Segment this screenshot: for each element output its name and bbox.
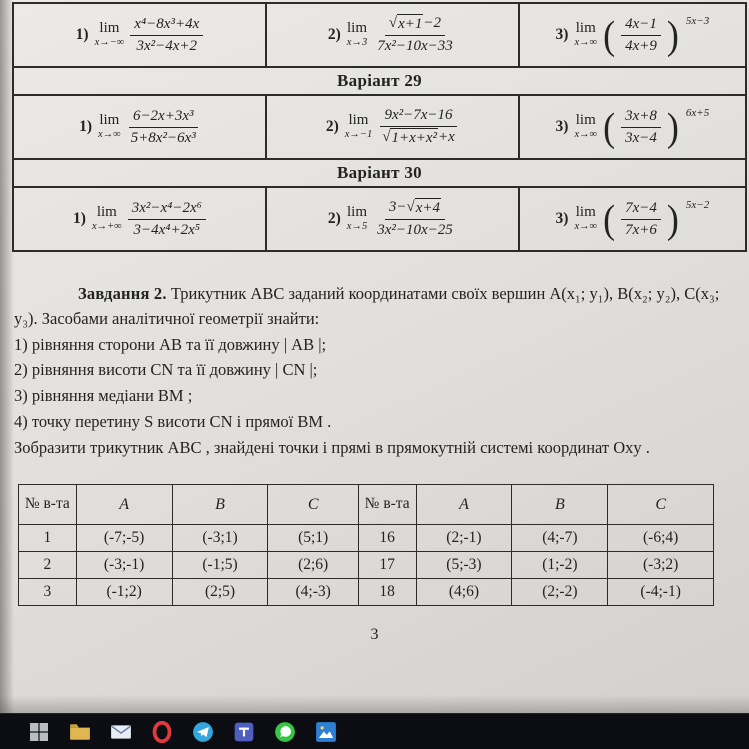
coords-cell: (2;6) bbox=[268, 552, 358, 579]
denominator bbox=[378, 127, 459, 148]
coords-header-cell: A bbox=[76, 485, 172, 525]
coords-cell: (2;-2) bbox=[512, 579, 608, 606]
fraction bbox=[130, 15, 203, 56]
problems-row bbox=[13, 187, 746, 251]
limit-operator bbox=[98, 113, 121, 141]
limit-problem-cell bbox=[519, 187, 746, 251]
radicand: 1+x+x² bbox=[391, 130, 438, 146]
lim-word: lim bbox=[346, 20, 367, 37]
task2-item: 3) рівняння медіани BM ; bbox=[14, 386, 193, 405]
coords-cell: (-1;5) bbox=[172, 552, 268, 579]
limit-problem bbox=[524, 104, 741, 150]
limit-operator bbox=[347, 21, 367, 49]
limit-problem-cell bbox=[266, 187, 519, 251]
coords-header-cell: B bbox=[512, 485, 608, 525]
task2-intro-text: Трикутник ABC заданий координатами своїх вершин A(x₁; y₁), B(x₂; y₂), C(x₃; y₃). Засобами аналітичної геометрії знайти: bbox=[14, 284, 720, 328]
math-text: 6−2x+3x³ bbox=[132, 107, 194, 124]
math-text: 3−4x⁴+2x⁵ bbox=[133, 221, 201, 238]
sqrt-expression bbox=[382, 128, 438, 148]
problem-label: 3) bbox=[555, 26, 569, 43]
exponent: 6x+5 bbox=[685, 106, 710, 119]
limit-problem-cell bbox=[519, 3, 746, 67]
problems-row bbox=[13, 3, 746, 67]
problem-label: 2) bbox=[327, 26, 341, 43]
coords-cell: (5;-3) bbox=[416, 552, 512, 579]
radicand: x+1 bbox=[398, 16, 423, 33]
teams-icon[interactable] bbox=[231, 719, 257, 745]
coords-cell: 17 bbox=[358, 552, 416, 579]
coords-cell: 1 bbox=[19, 525, 77, 552]
math-text: 4x−1 bbox=[625, 15, 657, 32]
coords-row bbox=[19, 525, 714, 552]
problem-label: 1) bbox=[79, 118, 93, 135]
coords-cell: (2;-1) bbox=[416, 525, 512, 552]
math-text: x⁴−8x³+4x bbox=[134, 15, 200, 32]
limit-operator bbox=[574, 113, 597, 141]
limit-operator bbox=[95, 21, 125, 49]
photos-icon[interactable] bbox=[313, 719, 339, 745]
coords-cell: (4;-7) bbox=[512, 525, 608, 552]
coords-cell: (-3;2) bbox=[608, 552, 714, 579]
coordinates-table-body bbox=[19, 485, 714, 606]
numerator bbox=[621, 15, 661, 36]
lim-word: lim bbox=[99, 112, 120, 129]
fraction bbox=[621, 199, 661, 240]
denominator bbox=[130, 220, 205, 240]
variant-header-row bbox=[13, 159, 746, 187]
numerator bbox=[621, 199, 661, 220]
task2-item: 1) рівняння сторони AB та її довжину | AB |; bbox=[14, 334, 327, 354]
math-text: 3x²−4x+2 bbox=[136, 37, 198, 54]
lim-subscript: x→∞ bbox=[98, 129, 121, 141]
open-paren: ( bbox=[603, 12, 616, 58]
sqrt-expression bbox=[389, 14, 424, 34]
taskbar bbox=[0, 713, 749, 749]
math-text: 3x+8 bbox=[625, 107, 657, 124]
numerator bbox=[385, 14, 445, 36]
fraction bbox=[128, 199, 206, 240]
coords-header-cell: C bbox=[268, 485, 358, 525]
limit-problem-cell bbox=[266, 3, 519, 67]
coords-header-cell: A bbox=[416, 485, 512, 525]
math-text: 3− bbox=[388, 199, 407, 216]
limit-operator bbox=[574, 205, 597, 233]
coords-header-cell: № в-та bbox=[19, 485, 77, 525]
coords-cell: 2 bbox=[19, 552, 77, 579]
lim-word: lim bbox=[575, 20, 596, 37]
coords-cell: (2;5) bbox=[172, 579, 268, 606]
denominator bbox=[373, 36, 457, 56]
task2-intro bbox=[14, 282, 733, 332]
numerator bbox=[380, 106, 456, 127]
limits-table-body bbox=[13, 3, 746, 251]
page-number: 3 bbox=[370, 626, 379, 644]
close-paren: ) bbox=[666, 12, 679, 58]
open-paren: ( bbox=[603, 196, 616, 242]
denominator bbox=[621, 128, 661, 148]
lim-word: lim bbox=[348, 112, 369, 129]
coords-cell: 3 bbox=[19, 579, 77, 606]
radical-sign: √ bbox=[406, 199, 415, 216]
lim-subscript: x→5 bbox=[346, 221, 368, 233]
fraction bbox=[373, 14, 457, 56]
coords-cell: (-7;-5) bbox=[76, 525, 172, 552]
task2-title: Завдання 2. bbox=[78, 284, 167, 303]
coords-header-cell: № в-та bbox=[358, 485, 416, 525]
coords-cell: (-3;1) bbox=[172, 525, 268, 552]
coords-cell: (1;-2) bbox=[512, 552, 608, 579]
numerator bbox=[385, 198, 445, 220]
radicand: x+4 bbox=[415, 200, 441, 217]
limit-problem bbox=[18, 199, 261, 240]
coords-cell: (4;-3) bbox=[268, 579, 358, 606]
limit-problem bbox=[524, 12, 741, 58]
lim-subscript: x→−∞ bbox=[94, 37, 125, 49]
variant-header: Варіант 29 bbox=[13, 67, 746, 95]
math-text: 7x+6 bbox=[625, 221, 657, 238]
fraction bbox=[621, 107, 661, 148]
coords-cell: (-3;-1) bbox=[76, 552, 172, 579]
fraction bbox=[373, 198, 457, 240]
coords-cell: 18 bbox=[358, 579, 416, 606]
limit-operator bbox=[345, 113, 373, 141]
fraction bbox=[127, 107, 200, 148]
problems-row bbox=[13, 95, 746, 159]
task2-outro: Зобразити трикутник ABC , знайдені точки і прямі в прямокутній системі координат Oxy . bbox=[14, 437, 650, 457]
limits-table bbox=[12, 2, 747, 252]
lim-word: lim bbox=[575, 112, 596, 129]
coords-cell: (5;1) bbox=[268, 525, 358, 552]
lim-subscript: x→+∞ bbox=[91, 221, 122, 233]
coords-row bbox=[19, 579, 714, 606]
whatsapp-icon[interactable] bbox=[272, 719, 298, 745]
limit-problem-cell bbox=[266, 95, 519, 159]
limit-problem-cell bbox=[519, 95, 746, 159]
variant-header-row bbox=[13, 67, 746, 95]
denominator bbox=[373, 220, 457, 240]
variant-header: Варіант 30 bbox=[13, 159, 746, 187]
coordinates-table bbox=[18, 484, 714, 606]
math-text: 9x²−7x−16 bbox=[384, 107, 453, 124]
open-paren: ( bbox=[603, 104, 616, 150]
lim-word: lim bbox=[99, 20, 120, 37]
math-text: 4x+9 bbox=[625, 37, 657, 54]
problem-label: 1) bbox=[73, 210, 86, 227]
math-text: 3x²−x⁴−2x⁶ bbox=[131, 199, 202, 216]
close-paren: ) bbox=[666, 104, 679, 150]
math-text: 3x−4 bbox=[625, 129, 657, 146]
task2-items bbox=[14, 333, 733, 435]
math-text: 3x²−10x−25 bbox=[377, 222, 453, 238]
limit-problem bbox=[18, 15, 261, 56]
limit-problem bbox=[524, 196, 741, 242]
coords-cell: 16 bbox=[358, 525, 416, 552]
limit-problem bbox=[271, 14, 514, 56]
math-text: 7x²−10x−33 bbox=[377, 38, 453, 54]
task2-section bbox=[14, 282, 733, 460]
problem-label: 1) bbox=[75, 26, 89, 43]
limit-problem bbox=[271, 106, 514, 148]
coords-header-cell: C bbox=[608, 485, 714, 525]
limit-problem bbox=[18, 107, 261, 148]
limit-problem bbox=[271, 198, 514, 240]
problem-label: 3) bbox=[555, 118, 569, 135]
limit-problem-cell bbox=[13, 95, 266, 159]
coords-cell: (-4;-1) bbox=[608, 579, 714, 606]
problem-label: 2) bbox=[327, 210, 341, 227]
start-icon[interactable] bbox=[26, 719, 52, 745]
lim-subscript: x→∞ bbox=[574, 37, 598, 49]
fraction bbox=[378, 106, 459, 148]
math-text: −2 bbox=[423, 15, 442, 32]
exponent: 5x−3 bbox=[685, 14, 710, 27]
coords-cell: (-6;4) bbox=[608, 525, 714, 552]
limit-problem-cell bbox=[13, 3, 266, 67]
fraction bbox=[621, 15, 661, 56]
close-paren: ) bbox=[666, 196, 679, 242]
opera-browser-icon[interactable] bbox=[149, 719, 175, 745]
task2-item: 4) точку перетину S висоти CN і прямої BM . bbox=[14, 411, 332, 431]
math-text: 7x−4 bbox=[625, 199, 657, 216]
numerator bbox=[129, 107, 198, 128]
radical-sign: √ bbox=[382, 129, 391, 145]
denominator bbox=[132, 36, 201, 56]
exponent: 5x−2 bbox=[685, 198, 710, 211]
coords-header-row bbox=[19, 485, 714, 525]
limit-operator bbox=[347, 205, 367, 233]
problem-label: 3) bbox=[555, 210, 569, 227]
coords-cell: (4;6) bbox=[416, 579, 512, 606]
numerator bbox=[128, 199, 206, 220]
denominator bbox=[621, 220, 661, 240]
math-text: +x bbox=[438, 129, 455, 145]
coords-header-cell: B bbox=[172, 485, 268, 525]
radical-sign: √ bbox=[388, 15, 398, 32]
coords-row bbox=[19, 552, 714, 579]
coords-cell: (-1;2) bbox=[76, 579, 172, 606]
sqrt-expression bbox=[407, 198, 442, 218]
denominator bbox=[621, 36, 661, 56]
lim-subscript: x→∞ bbox=[574, 221, 598, 233]
lim-subscript: x→−1 bbox=[344, 129, 373, 141]
mail-icon[interactable] bbox=[108, 719, 134, 745]
file-explorer-icon[interactable] bbox=[67, 719, 93, 745]
lim-word: lim bbox=[96, 204, 117, 221]
limit-operator bbox=[574, 21, 597, 49]
problem-label: 2) bbox=[325, 118, 339, 135]
lim-subscript: x→∞ bbox=[574, 129, 598, 141]
lim-word: lim bbox=[346, 204, 367, 221]
lim-subscript: x→3 bbox=[346, 37, 368, 49]
limit-operator bbox=[92, 205, 122, 233]
numerator bbox=[130, 15, 203, 36]
denominator bbox=[127, 128, 200, 148]
limit-problem-cell bbox=[13, 187, 266, 251]
numerator bbox=[621, 107, 661, 128]
math-text: 5+8x²−6x³ bbox=[130, 129, 196, 146]
lim-word: lim bbox=[575, 204, 596, 221]
telegram-icon[interactable] bbox=[190, 719, 216, 745]
task2-item: 2) рівняння висоти CN та її довжину | CN |; bbox=[14, 360, 318, 380]
